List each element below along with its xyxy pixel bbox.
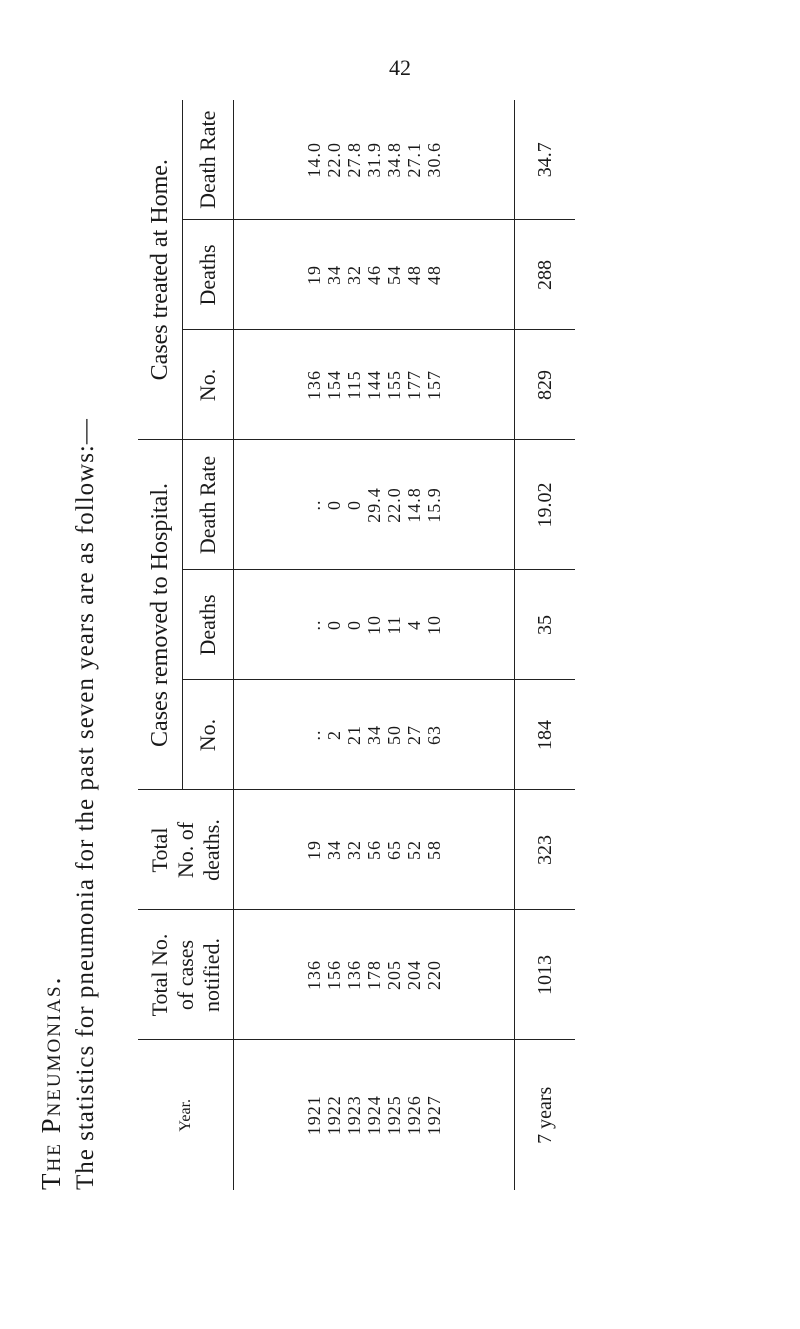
header-total-deaths: Total No. of deaths. [138, 790, 234, 910]
table-cell: 144 [364, 369, 384, 400]
pneumonia-table [138, 100, 575, 1190]
table-cell: 15.9 [424, 487, 444, 523]
table-cell: 1924 [364, 1095, 384, 1136]
table-cell: 1926 [404, 1095, 424, 1136]
col-notified [234, 910, 515, 1040]
total-deaths: 323 [515, 790, 576, 910]
table-cell: 58 [424, 840, 444, 860]
table-cell: 10 [364, 615, 384, 635]
table-cell: 136 [344, 960, 364, 990]
table-cell: 34.8 [384, 141, 404, 178]
table-cell: 2 [324, 730, 344, 740]
table-cell: 4 [404, 620, 424, 630]
col-home-rate [234, 100, 515, 220]
header-year: Year. [138, 1040, 234, 1190]
table-cell: 52 [404, 840, 424, 860]
table-cell: 136 [304, 369, 324, 400]
heading [28, 100, 98, 1190]
table-cell: 22.0 [384, 487, 404, 523]
table-cell: 21 [344, 725, 364, 745]
table-cell: 46 [364, 264, 384, 285]
col-home-no [234, 330, 515, 440]
table-cell: 50 [384, 725, 404, 745]
table-cell: 31.9 [364, 141, 384, 178]
table-cell: 1923 [344, 1095, 364, 1136]
col-home-deaths [234, 220, 515, 330]
total-notified: 1013 [515, 910, 576, 1040]
table-cell: 34 [364, 725, 384, 745]
table-cell: 27 [404, 725, 424, 745]
table-cell: 32 [344, 840, 364, 860]
col-year [234, 1040, 515, 1190]
table-cell: 32 [344, 264, 364, 285]
header-home-group: Cases treated at Home. [138, 100, 183, 440]
table-cell: 177 [404, 369, 424, 400]
table-cell: 0 [324, 620, 344, 630]
header-home-rate: Death Rate [183, 100, 234, 220]
col-hosp-rate [234, 440, 515, 570]
table-cell: 220 [424, 960, 444, 990]
table-cell: .. [304, 729, 324, 741]
table-cell: .. [304, 619, 324, 631]
table-cell: 136 [304, 960, 324, 990]
table-cell: 204 [404, 960, 424, 990]
header-hospital-group: Cases removed to Hospital. [138, 440, 183, 790]
table-cell: 0 [324, 500, 344, 510]
intro-line: The statistics for pneumonia for the past seven years are as follows:— [72, 418, 99, 1190]
table-cell: 14.8 [404, 487, 424, 523]
col-hosp-deaths [234, 570, 515, 680]
table-cell: 155 [384, 369, 404, 400]
table-cell: 22.0 [324, 141, 344, 178]
table-cell: 1921 [304, 1095, 324, 1136]
total-hosp-no: 184 [515, 680, 576, 790]
table-cell: 27.1 [404, 141, 424, 178]
table-cell: 178 [364, 960, 384, 990]
table-cell: 54 [384, 264, 404, 285]
table-cell: 34 [324, 264, 344, 285]
total-home-deaths: 288 [515, 220, 576, 330]
table-cell: 19 [304, 840, 324, 860]
total-hosp-deaths: 35 [515, 570, 576, 680]
table-cell: 11 [384, 615, 404, 635]
table-cell: 205 [384, 960, 404, 990]
header-hosp-deaths: Deaths [183, 570, 234, 680]
table-cell: 27.8 [344, 141, 364, 178]
total-home-no: 829 [515, 330, 576, 440]
page-number: 42 [389, 55, 411, 80]
table-cell: 48 [404, 264, 424, 285]
header-total-notified: Total No. of cases notified. [138, 910, 234, 1040]
totals-row [515, 100, 576, 1190]
header-hosp-rate: Death Rate [183, 440, 234, 570]
table-cell: 154 [324, 369, 344, 400]
table-cell: 115 [344, 370, 364, 400]
table-cell: 1925 [384, 1095, 404, 1136]
table-cell: 29.4 [364, 487, 384, 523]
table-cell: .. [304, 499, 324, 511]
table-cell: 14.0 [304, 141, 324, 178]
data-block [234, 100, 515, 1190]
total-label: 7 years [515, 1040, 576, 1190]
table-cell: 1922 [324, 1095, 344, 1136]
table-cell: 30.6 [424, 141, 444, 178]
table-cell: 63 [424, 725, 444, 745]
rotated-table-block [28, 100, 788, 1190]
section-title: The Pneumonias. [36, 975, 66, 1190]
total-hosp-rate: 19.02 [515, 440, 576, 570]
table-cell: 19 [304, 264, 324, 285]
table-cell: 48 [424, 264, 444, 285]
total-home-rate: 34.7 [515, 100, 576, 220]
table-cell: 0 [344, 620, 364, 630]
col-total-deaths [234, 790, 515, 910]
header-home-no: No. [183, 330, 234, 440]
table-cell: 157 [424, 369, 444, 400]
header-home-deaths: Deaths [183, 220, 234, 330]
table-cell: 56 [364, 840, 384, 860]
table-cell: 156 [324, 960, 344, 990]
table-cell: 1927 [424, 1095, 444, 1136]
col-hosp-no [234, 680, 515, 790]
table-cell: 0 [344, 500, 364, 510]
header-hosp-no: No. [183, 680, 234, 790]
table-cell: 10 [424, 615, 444, 635]
table-cell: 65 [384, 840, 404, 860]
table-cell: 34 [324, 840, 344, 860]
